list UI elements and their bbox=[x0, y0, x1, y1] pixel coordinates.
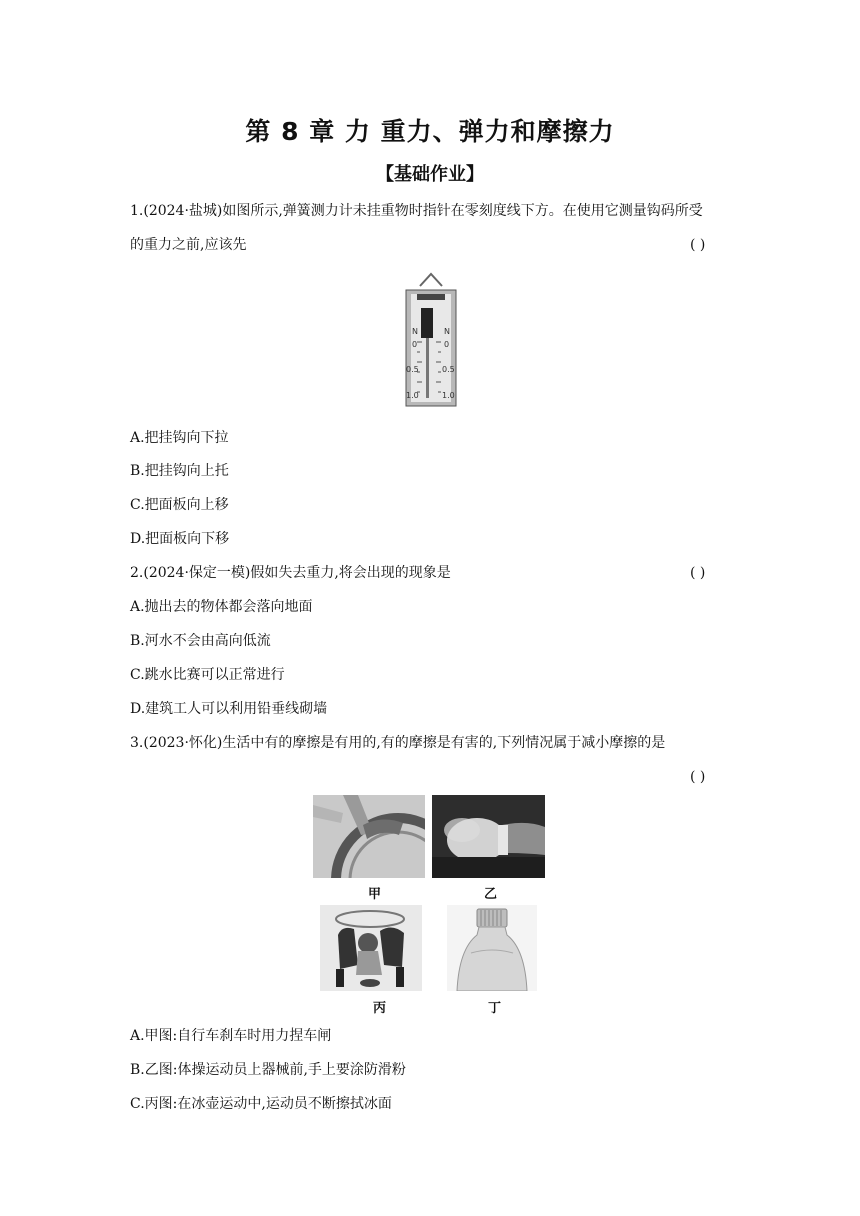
photo-bottle-cap bbox=[447, 905, 537, 991]
scale-unit-right: N bbox=[444, 327, 450, 336]
q1-stem-line1: 1.(2024·盐城)如图所示,弹簧测力计未挂重物时指针在零刻度线下方。在使用它测量钩码所受 bbox=[130, 203, 703, 219]
q2-stem: 2.(2024·保定一模)假如失去重力,将会出现的现象是 bbox=[130, 565, 451, 581]
scale-zero-left: 0 bbox=[412, 340, 418, 349]
page-title: 第 8 章 力 重力、弹力和摩擦力 bbox=[245, 117, 615, 146]
q1-option-d: D.把面板向下移 bbox=[130, 531, 230, 547]
photo-curling bbox=[320, 905, 422, 991]
q2-option-b: B.河水不会由高向低流 bbox=[130, 633, 271, 649]
scale-zero-right: 0 bbox=[444, 340, 450, 349]
caption-yi: 乙 bbox=[484, 887, 498, 902]
q1-option-c: C.把面板向上移 bbox=[130, 497, 229, 513]
q2-option-d: D.建筑工人可以利用铅垂线砌墙 bbox=[130, 701, 328, 717]
caption-jia: 甲 bbox=[368, 887, 382, 902]
scale-one-left: 1.0 bbox=[406, 391, 419, 400]
q2-answer-bracket: ( ) bbox=[690, 565, 706, 581]
q3-option-b: B.乙图:体操运动员上器械前,手上要涂防滑粉 bbox=[130, 1062, 406, 1078]
q3-stem: 3.(2023·怀化)生活中有的摩擦是有用的,有的摩擦是有害的,下列情况属于减小摩擦的是 bbox=[130, 735, 666, 751]
q1-option-a: A.把挂钩向下拉 bbox=[130, 430, 229, 446]
photo-gymnast-chalk bbox=[432, 795, 545, 878]
q1-answer-bracket: ( ) bbox=[690, 237, 706, 253]
caption-ding: 丁 bbox=[488, 1001, 502, 1016]
section-heading: 【基础作业】 bbox=[376, 164, 484, 185]
scale-half-right: 0.5 bbox=[442, 365, 455, 374]
caption-bing: 丙 bbox=[373, 1001, 387, 1016]
q3-option-c: C.丙图:在冰壶运动中,运动员不断擦拭冰面 bbox=[130, 1096, 392, 1112]
scale-one-right: 1.0 bbox=[442, 391, 455, 400]
scale-unit-left: N bbox=[412, 327, 418, 336]
q2-option-c: C.跳水比赛可以正常进行 bbox=[130, 667, 285, 683]
spring-scale-figure bbox=[400, 272, 462, 410]
photo-bicycle-brake bbox=[313, 795, 425, 878]
q1-option-b: B.把挂钩向上托 bbox=[130, 463, 229, 479]
q3-option-a: A.甲图:自行车刹车时用力捏车闸 bbox=[130, 1028, 332, 1044]
q1-stem-line2: 的重力之前,应该先 bbox=[130, 237, 247, 253]
scale-half-left: 0.5 bbox=[406, 365, 419, 374]
q3-answer-bracket: ( ) bbox=[690, 769, 706, 785]
q2-option-a: A.抛出去的物体都会落向地面 bbox=[130, 599, 313, 615]
